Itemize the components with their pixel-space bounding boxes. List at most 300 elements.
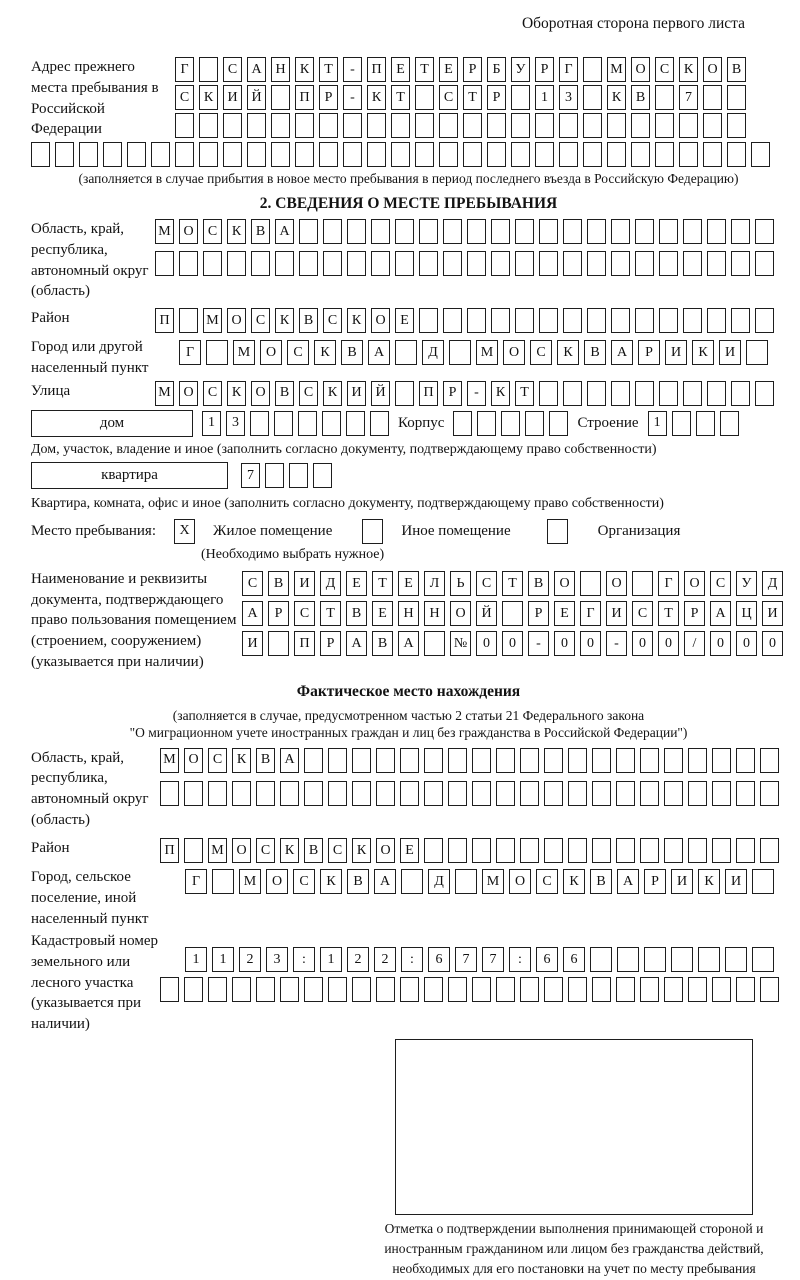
label-stroenie: Строение — [577, 414, 639, 431]
char-cell: Е — [554, 601, 575, 626]
char-cell — [155, 251, 174, 276]
char-cell — [640, 748, 659, 773]
char-cell: А — [280, 748, 299, 773]
field-prev-address — [31, 57, 800, 140]
char-cell: : — [293, 947, 315, 972]
char-cell: К — [607, 85, 626, 110]
char-cell: Т — [391, 85, 410, 110]
char-cell: Р — [487, 85, 506, 110]
char-cell: С — [632, 601, 653, 626]
field-actual-region — [31, 748, 800, 831]
char-cell — [160, 977, 179, 1002]
char-cell — [179, 251, 198, 276]
char-cell: А — [275, 219, 294, 244]
cell-row-actual-region-1 — [160, 748, 779, 773]
cell-row-document-3 — [242, 631, 783, 656]
char-cell: С — [530, 340, 552, 365]
char-cell — [401, 869, 423, 894]
char-cell: Р — [535, 57, 554, 82]
char-cell — [299, 219, 318, 244]
label-stay-type: Место пребывания: — [31, 522, 156, 539]
char-cell: О — [703, 57, 722, 82]
char-cell — [632, 571, 653, 596]
cell-row-house — [202, 411, 389, 436]
char-cell — [549, 411, 568, 436]
char-cell: В — [256, 748, 275, 773]
char-cell — [424, 838, 443, 863]
char-cell: И — [719, 340, 741, 365]
char-cell — [424, 748, 443, 773]
label-city: Город или другой населенный пункт — [31, 339, 149, 376]
char-cell — [659, 219, 678, 244]
char-cell: 3 — [266, 947, 288, 972]
char-cell — [304, 781, 323, 806]
char-cell — [304, 977, 323, 1002]
char-cell: Д — [762, 571, 783, 596]
char-cell: М — [233, 340, 255, 365]
char-cell — [544, 838, 563, 863]
char-cell — [103, 142, 122, 167]
char-cell: Д — [428, 869, 450, 894]
char-cell — [616, 781, 635, 806]
char-cell: 3 — [226, 411, 245, 436]
checkbox-other-premises — [362, 519, 383, 544]
char-cell: Н — [398, 601, 419, 626]
char-cell: М — [607, 57, 626, 82]
char-cell — [635, 251, 654, 276]
char-cell — [583, 113, 602, 138]
char-cell: - — [343, 85, 362, 110]
char-cell — [664, 781, 683, 806]
char-cell: 1 — [535, 85, 554, 110]
char-cell — [319, 142, 338, 167]
caption-house: Дом, участок, владение и иное (заполнить согласно документу, подтверждающему право собственности) — [31, 441, 657, 457]
char-cell: Т — [319, 57, 338, 82]
char-cell: С — [203, 381, 222, 406]
char-cell — [400, 977, 419, 1002]
label-actual-city: Город, сельское поселение, иной населенный пункт — [31, 869, 149, 927]
cell-row-korpus — [453, 411, 568, 436]
char-cell: Й — [247, 85, 266, 110]
stamp-box — [395, 1039, 753, 1215]
char-cell: О — [684, 571, 705, 596]
char-cell — [664, 748, 683, 773]
char-cell — [184, 838, 203, 863]
char-cell — [707, 308, 726, 333]
char-cell: Т — [658, 601, 679, 626]
char-cell: К — [679, 57, 698, 82]
checkbox-residential: X — [174, 519, 195, 544]
char-cell — [707, 219, 726, 244]
char-cell — [443, 251, 462, 276]
char-cell: С — [208, 748, 227, 773]
char-cell: Р — [463, 57, 482, 82]
char-cell: В — [275, 381, 294, 406]
char-cell — [707, 251, 726, 276]
char-cell — [515, 219, 534, 244]
char-cell — [707, 381, 726, 406]
label-region: Область, край, республика, автономный округ (область) — [31, 221, 149, 300]
label-district: Район — [31, 310, 70, 327]
char-cell: В — [251, 219, 270, 244]
char-cell — [635, 219, 654, 244]
char-cell — [265, 463, 284, 488]
label-document: Наименование и реквизиты документа, подтверждающего право пользования помещением (строением, сооружением) (указывается при наличии) — [31, 571, 237, 670]
char-cell: № — [450, 631, 471, 656]
char-cell: В — [346, 601, 367, 626]
char-cell — [199, 142, 218, 167]
char-cell: О — [509, 869, 531, 894]
cell-row-prev-address-2 — [175, 85, 746, 110]
char-cell: А — [611, 340, 633, 365]
char-cell: К — [227, 381, 246, 406]
char-cell — [587, 381, 606, 406]
char-cell — [511, 85, 530, 110]
char-cell: О — [179, 219, 198, 244]
caption-actual-2: "О миграционном учете иностранных граждан и лиц без гражданства в Российской Федерации") — [129, 724, 688, 740]
label-actual-district: Район — [31, 840, 70, 857]
char-cell: С — [299, 381, 318, 406]
char-cell — [760, 781, 779, 806]
char-cell — [698, 947, 720, 972]
char-cell — [419, 251, 438, 276]
field-cadastral — [31, 931, 800, 1034]
char-cell: О — [450, 601, 471, 626]
char-cell — [587, 308, 606, 333]
field-document — [31, 569, 800, 672]
char-cell: О — [251, 381, 270, 406]
caption-actual-1: (заполняется в случае, предусмотренном частью 2 статьи 21 Федерального закона — [172, 707, 645, 723]
char-cell: Р — [528, 601, 549, 626]
char-cell — [755, 219, 774, 244]
document-cells — [242, 571, 783, 656]
char-cell — [752, 947, 774, 972]
char-cell — [563, 219, 582, 244]
cell-row-actual-city — [185, 869, 774, 894]
char-cell — [592, 838, 611, 863]
char-cell: П — [155, 308, 174, 333]
char-cell — [328, 781, 347, 806]
char-cell — [580, 571, 601, 596]
char-cell: Н — [271, 57, 290, 82]
field-actual-district — [31, 838, 800, 863]
char-cell — [347, 251, 366, 276]
char-cell — [590, 947, 612, 972]
char-cell — [664, 977, 683, 1002]
char-cell: О — [227, 308, 246, 333]
char-cell: С — [328, 838, 347, 863]
char-cell: С — [536, 869, 558, 894]
char-cell: И — [294, 571, 315, 596]
char-cell — [400, 748, 419, 773]
cell-row-document-1 — [242, 571, 783, 596]
char-cell — [736, 781, 755, 806]
char-cell: П — [295, 85, 314, 110]
char-cell: А — [247, 57, 266, 82]
char-cell — [725, 947, 747, 972]
char-cell — [640, 838, 659, 863]
char-cell: М — [208, 838, 227, 863]
char-cell — [731, 251, 750, 276]
char-cell — [520, 781, 539, 806]
char-cell: 1 — [202, 411, 221, 436]
char-cell — [760, 748, 779, 773]
label-residential: Жилое помещение — [213, 522, 333, 539]
char-cell — [515, 251, 534, 276]
char-cell: 6 — [563, 947, 585, 972]
char-cell — [592, 748, 611, 773]
char-cell — [376, 977, 395, 1002]
char-cell — [319, 113, 338, 138]
label-prev-address: Адрес прежнего места пребывания в Российской Федерации — [31, 59, 159, 138]
char-cell: М — [155, 219, 174, 244]
char-cell — [424, 631, 445, 656]
label-house-box: дом — [31, 410, 193, 437]
char-cell — [751, 142, 770, 167]
char-cell: А — [374, 869, 396, 894]
char-cell — [664, 838, 683, 863]
char-cell: В — [341, 340, 363, 365]
char-cell: Е — [398, 571, 419, 596]
char-cell: О — [260, 340, 282, 365]
char-cell: М — [203, 308, 222, 333]
char-cell — [206, 340, 228, 365]
char-cell: 0 — [710, 631, 731, 656]
char-cell: Т — [415, 57, 434, 82]
char-cell — [391, 142, 410, 167]
char-cell: 6 — [428, 947, 450, 972]
char-cell — [280, 977, 299, 1002]
char-cell: Т — [463, 85, 482, 110]
char-cell: К — [227, 219, 246, 244]
char-cell: Е — [439, 57, 458, 82]
char-cell — [199, 57, 218, 82]
char-cell — [559, 113, 578, 138]
char-cell — [496, 838, 515, 863]
char-cell — [256, 781, 275, 806]
char-cell — [515, 308, 534, 333]
char-cell — [448, 838, 467, 863]
field-house — [31, 410, 800, 437]
char-cell: С — [256, 838, 275, 863]
char-cell: В — [590, 869, 612, 894]
char-cell: С — [323, 308, 342, 333]
char-cell — [544, 781, 563, 806]
char-cell — [607, 142, 626, 167]
char-cell — [268, 631, 289, 656]
char-cell: Г — [658, 571, 679, 596]
char-cell: О — [606, 571, 627, 596]
char-cell: 7 — [482, 947, 504, 972]
field-actual-city — [31, 867, 800, 929]
char-cell: Й — [476, 601, 497, 626]
char-cell — [535, 113, 554, 138]
char-cell: К — [280, 838, 299, 863]
char-cell: Р — [638, 340, 660, 365]
char-cell — [683, 219, 702, 244]
char-cell: К — [563, 869, 585, 894]
char-cell — [511, 142, 530, 167]
char-cell — [395, 219, 414, 244]
label-cadastral: Кадастровый номер земельного или лесного участка (указывается при наличии) — [31, 933, 158, 1033]
char-cell: С — [242, 571, 263, 596]
char-cell: В — [584, 340, 606, 365]
char-cell: 0 — [476, 631, 497, 656]
char-cell — [679, 142, 698, 167]
char-cell: К — [698, 869, 720, 894]
char-cell — [328, 748, 347, 773]
label-actual-region: Область, край, республика, автономный округ (область) — [31, 749, 149, 828]
char-cell — [463, 113, 482, 138]
char-cell: К — [199, 85, 218, 110]
char-cell: У — [736, 571, 757, 596]
char-cell: О — [232, 838, 251, 863]
char-cell — [419, 308, 438, 333]
char-cell: О — [266, 869, 288, 894]
char-cell — [395, 381, 414, 406]
char-cell — [631, 142, 650, 167]
char-cell — [371, 219, 390, 244]
char-cell: О — [371, 308, 390, 333]
char-cell — [367, 142, 386, 167]
char-cell — [275, 251, 294, 276]
actual-location-title: Фактическое место нахождения — [296, 683, 521, 701]
char-cell — [568, 748, 587, 773]
char-cell — [323, 251, 342, 276]
char-cell — [611, 381, 630, 406]
char-cell — [720, 411, 739, 436]
char-cell — [563, 381, 582, 406]
char-cell — [289, 463, 308, 488]
char-cell: Т — [502, 571, 523, 596]
char-cell: О — [376, 838, 395, 863]
char-cell — [727, 113, 746, 138]
char-cell — [655, 85, 674, 110]
char-cell: 1 — [185, 947, 207, 972]
char-cell: Т — [372, 571, 393, 596]
char-cell: М — [155, 381, 174, 406]
char-cell: Й — [371, 381, 390, 406]
char-cell: Л — [424, 571, 445, 596]
region-cells — [155, 219, 774, 276]
char-cell: А — [368, 340, 390, 365]
char-cell: С — [476, 571, 497, 596]
char-cell — [611, 308, 630, 333]
char-cell: Г — [580, 601, 601, 626]
label-organization: Организация — [597, 522, 681, 539]
char-cell — [731, 381, 750, 406]
char-cell: И — [671, 869, 693, 894]
label-street: Улица — [31, 382, 71, 399]
char-cell — [472, 977, 491, 1002]
char-cell — [617, 947, 639, 972]
cell-row-actual-district — [160, 838, 779, 863]
char-cell — [223, 142, 242, 167]
char-cell: А — [617, 869, 639, 894]
char-cell — [544, 748, 563, 773]
char-cell — [583, 85, 602, 110]
char-cell: В — [631, 85, 650, 110]
char-cell — [271, 142, 290, 167]
char-cell: 0 — [762, 631, 783, 656]
char-cell: Т — [320, 601, 341, 626]
field-stay-type — [31, 519, 800, 544]
char-cell — [491, 251, 510, 276]
char-cell: Б — [487, 57, 506, 82]
cell-row-region-2 — [155, 251, 774, 276]
char-cell: М — [482, 869, 504, 894]
char-cell: К — [323, 381, 342, 406]
char-cell — [415, 142, 434, 167]
char-cell: К — [692, 340, 714, 365]
char-cell — [683, 308, 702, 333]
char-cell: А — [398, 631, 419, 656]
char-cell — [563, 251, 582, 276]
char-cell — [583, 57, 602, 82]
char-cell — [696, 411, 715, 436]
char-cell — [298, 411, 317, 436]
char-cell: В — [347, 869, 369, 894]
char-cell: 0 — [658, 631, 679, 656]
char-cell: С — [223, 57, 242, 82]
char-cell — [376, 748, 395, 773]
cell-row-district — [155, 308, 774, 333]
char-cell: С — [251, 308, 270, 333]
char-cell — [511, 113, 530, 138]
char-cell: С — [439, 85, 458, 110]
char-cell — [544, 977, 563, 1002]
char-cell: С — [287, 340, 309, 365]
char-cell: К — [295, 57, 314, 82]
char-cell — [424, 977, 443, 1002]
char-cell: - — [606, 631, 627, 656]
char-cell: И — [665, 340, 687, 365]
char-cell — [415, 113, 434, 138]
char-cell — [539, 381, 558, 406]
char-cell: Р — [320, 631, 341, 656]
char-cell — [559, 142, 578, 167]
char-cell: И — [762, 601, 783, 626]
char-cell — [151, 142, 170, 167]
stamp-caption: Отметка о подтверждении выполнения принимающей стороной и иностранным гражданином или лицом без гражданства действий, необходимых для его постановки на учет по месту пребывания — [384, 1220, 764, 1277]
char-cell — [274, 411, 293, 436]
char-cell — [184, 781, 203, 806]
char-cell — [535, 142, 554, 167]
char-cell — [688, 781, 707, 806]
cell-row-prev-address-1 — [175, 57, 746, 82]
char-cell — [607, 113, 626, 138]
char-cell — [160, 781, 179, 806]
char-cell — [592, 781, 611, 806]
char-cell: / — [684, 631, 705, 656]
char-cell: Е — [346, 571, 367, 596]
char-cell — [752, 869, 774, 894]
char-cell: 0 — [736, 631, 757, 656]
char-cell: А — [710, 601, 731, 626]
char-cell: О — [179, 381, 198, 406]
checkbox-organization — [547, 519, 568, 544]
char-cell — [322, 411, 341, 436]
cell-row-document-2 — [242, 601, 783, 626]
char-cell — [250, 411, 269, 436]
char-cell — [376, 781, 395, 806]
char-cell: 0 — [502, 631, 523, 656]
char-cell — [539, 251, 558, 276]
char-cell — [439, 142, 458, 167]
cell-row-cadastral-2 — [160, 977, 779, 1002]
char-cell — [736, 748, 755, 773]
char-cell — [539, 219, 558, 244]
